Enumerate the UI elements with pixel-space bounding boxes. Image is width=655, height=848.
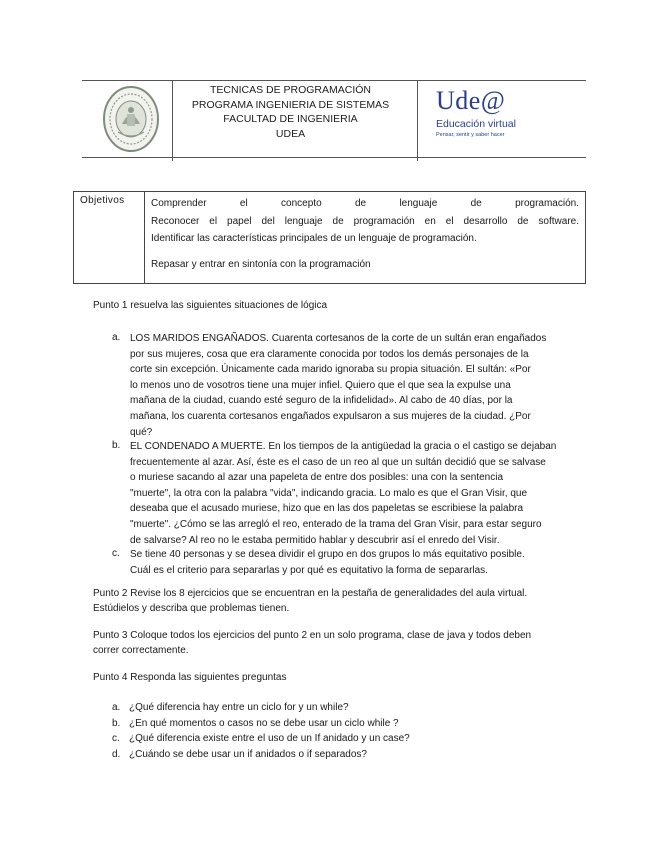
punto1-item-a — [130, 331, 564, 440]
university-seal-icon — [100, 84, 162, 154]
item-line: LOS MARIDOS ENGAÑADOS. Cuarenta cortesanos de la corte de un sultán eran engañados — [130, 333, 547, 344]
question-text: ¿Qué diferencia existe entre el uso de un If anidado y un case? — [129, 733, 410, 745]
item-line: corte sin excepción. Únicamente cada marido ignoraba su propia situación. El sultán: «Por — [130, 364, 531, 376]
item-line: mañana, los cuarenta cortesanos engañados expulsaron a sus mujeres de la ciudad. ¿Por — [130, 410, 531, 422]
logo-mark: Ude@ — [436, 86, 506, 115]
question-text: ¿En qué momentos o casos no se debe usar un ciclo while ? — [129, 717, 399, 729]
question-item — [112, 747, 410, 763]
header-divider — [417, 81, 418, 161]
punto4-questions — [112, 700, 410, 762]
item-line: o muriese sacando al azar una papeleta de entre dos posibles: una con la sentencia — [130, 472, 504, 484]
university-title: UDEA — [275, 127, 306, 140]
item-line: qué? — [130, 426, 153, 438]
objective-line: Comprender el concepto de lenguaje de programación. — [151, 198, 579, 209]
item-line: "muerte". ¿Cómo se las arregló el reo, enterado de la trama del Gran Visir, para estar seguro — [130, 518, 542, 530]
table-divider — [144, 192, 145, 283]
question-item — [112, 700, 410, 716]
item-line: EL CONDENADO A MUERTE. En los tiempos de la antigüedad la gracia o el castigo se dejaban — [130, 441, 557, 452]
objectives-label: Objetivos — [80, 195, 125, 206]
item-line: Cuál es el criterio para separarlas y por qué es equitativo la forma de separarlas. — [130, 564, 488, 576]
program-title: PROGRAMA INGENIERIA DE SISTEMAS — [191, 98, 390, 111]
logo-slogan: Pensar, sentir y saber hacer — [436, 132, 505, 138]
header-divider — [172, 81, 173, 161]
item-marker: a. — [112, 332, 121, 343]
punto2-line: Estúdielos y describa que problemas tienen. — [93, 603, 290, 614]
course-title: TECNICAS DE PROGRAMACIÓN — [209, 84, 372, 96]
item-line: mañana de la ciudad, cuando esté seguro de la infidelidad». Al cabo de 40 días, por la — [130, 395, 513, 407]
objectives-content — [151, 195, 579, 273]
question-item — [112, 716, 410, 732]
objective-line: Repasar y entrar en sintonía con la programación — [151, 258, 371, 270]
question-marker: b. — [112, 717, 121, 729]
objective-line: Reconocer el papel del lenguaje de programación en el desarrollo de software. — [151, 215, 579, 227]
item-line: lo menos uno de vosotros tiene una mujer infiel. Quiero que el que sea la expulse una — [130, 379, 511, 391]
objectives-table — [73, 191, 586, 284]
question-marker: c. — [112, 733, 120, 745]
question-text: ¿Cuándo se debe usar un if anidados o if separados? — [129, 748, 367, 760]
punto4-title: Punto 4 Responda las siguientes preguntas — [93, 672, 287, 683]
question-marker: d. — [112, 748, 121, 760]
logo-subtitle: Educación virtual — [436, 118, 516, 130]
question-marker: a. — [112, 702, 121, 713]
punto2-line: Punto 2 Revise los 8 ejercicios que se encuentran en la pestaña de generalidades del aula virtual. — [93, 588, 528, 599]
item-line: "muerte", la otra con la palabra "vida", indicando gracia. Lo malo es que el Gran Visir, que — [130, 487, 528, 499]
item-marker: c. — [112, 548, 120, 559]
faculty-title: FACULTAD DE INGENIERIA — [223, 113, 358, 125]
punto1-item-c — [130, 547, 564, 578]
punto3-line: correr correctamente. — [93, 645, 189, 656]
question-text: ¿Qué diferencia hay entre un ciclo for y un while? — [129, 702, 349, 713]
question-item — [112, 731, 410, 747]
punto3-line: Punto 3 Coloque todos los ejercicios del punto 2 en un solo programa, clase de java y todos deben — [93, 630, 532, 641]
item-line: deseaba que el acusado muriese, hizo que en las dos papeletas se escribiese la palabra — [130, 503, 524, 515]
item-line: Se tiene 40 personas y se desea dividir el grupo en dos grupos lo más equitativo posible. — [130, 549, 525, 560]
header-titles — [178, 83, 403, 141]
item-line: de salvarse? Al reo no le estaba permitido hablar y descubrir así el enredo del Visir. — [130, 534, 500, 546]
punto1-title: Punto 1 resuelva las siguientes situaciones de lógica — [93, 300, 328, 311]
document-header — [82, 80, 586, 158]
item-line: frecuentemente al azar. Así, éste es el caso de un reo al que un sultán decidió que se salvase — [130, 456, 546, 468]
item-marker: b. — [112, 440, 121, 451]
punto1-item-b — [130, 439, 564, 548]
udea-logo — [436, 87, 576, 140]
item-line: por sus mujeres, cosa que era claramente conocida por todos los demás personajes de la — [130, 348, 529, 360]
objective-line: Identificar las características principales de un lenguaje de programación. — [151, 233, 477, 244]
